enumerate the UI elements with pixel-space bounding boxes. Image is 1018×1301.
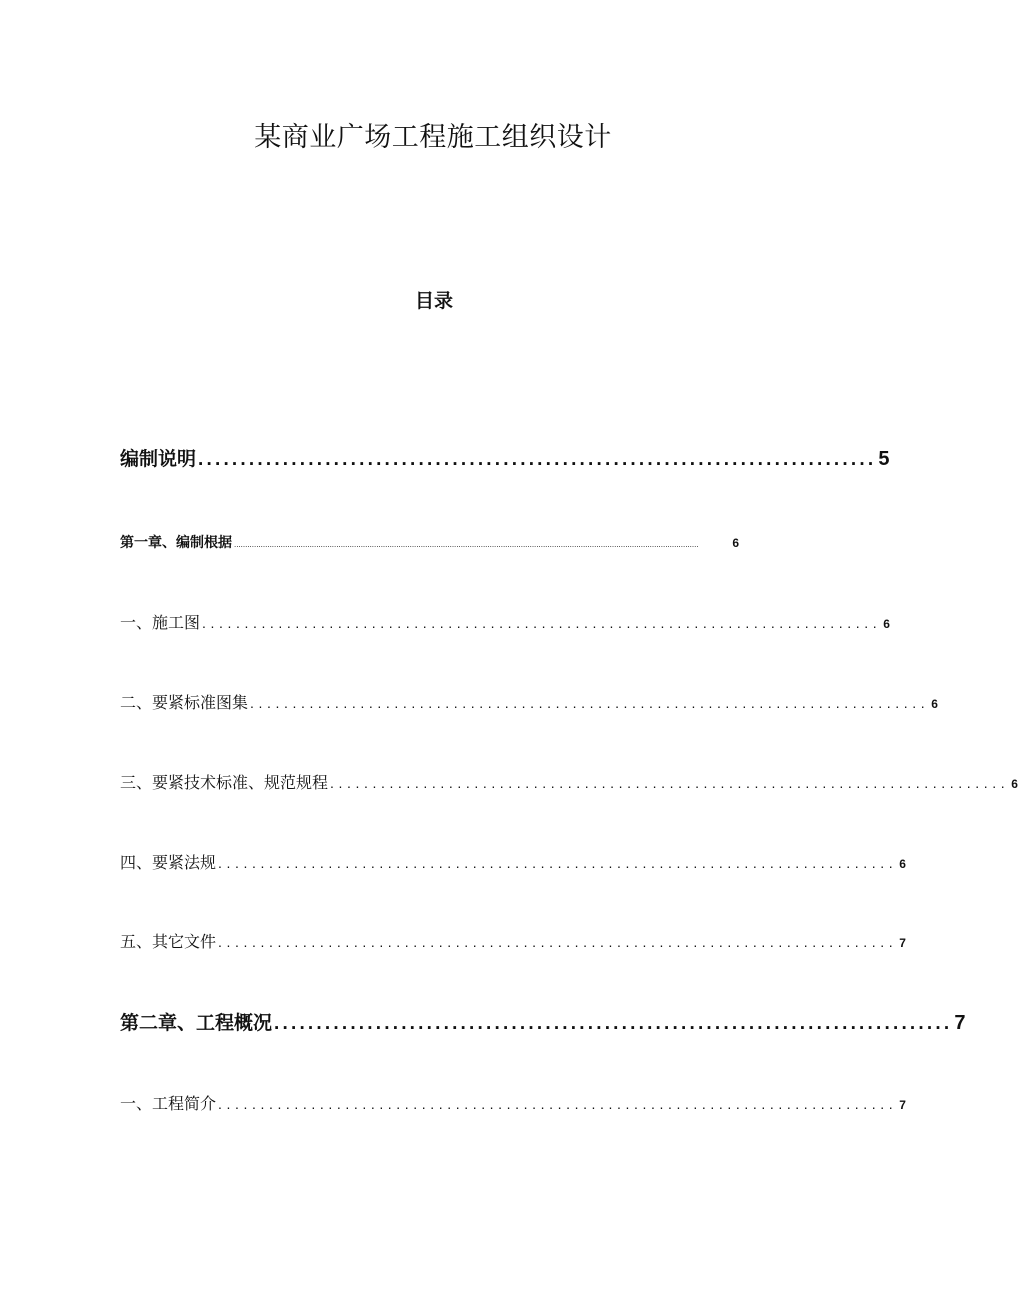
toc-entry-section[interactable] bbox=[120, 691, 938, 716]
toc-entry-label: 编制说明 bbox=[120, 448, 197, 470]
toc-entry-preface[interactable] bbox=[120, 445, 890, 474]
toc-dot-leader: ................................................................................ bbox=[218, 855, 898, 871]
toc-page-number: 6 bbox=[732, 536, 739, 550]
toc-dot-leader: ................................................................................ bbox=[218, 934, 898, 950]
toc-entry-label: 一、工程简介 bbox=[120, 1094, 217, 1113]
toc-page-number: 6 bbox=[1011, 777, 1018, 791]
toc-heading: 目录 bbox=[414, 290, 453, 312]
toc-entry-section[interactable] bbox=[120, 851, 906, 876]
toc-entry-chapter-1[interactable] bbox=[120, 532, 739, 556]
toc-dot-leader: ................................................................................ bbox=[250, 695, 930, 711]
toc-dot-leader: ................................................................................................................................................................................................................. bbox=[234, 540, 699, 549]
toc-entry-section[interactable] bbox=[120, 1092, 906, 1117]
document-title: 某商业广场工程施工组织设计 bbox=[254, 122, 612, 153]
toc-entry-section[interactable] bbox=[120, 611, 890, 636]
toc-dot-leader: ................................................................................ bbox=[202, 615, 882, 631]
toc-entry-section[interactable] bbox=[120, 771, 1018, 796]
toc-dot-leader: ................................................................................ bbox=[274, 1013, 953, 1034]
toc-entry-section[interactable] bbox=[120, 930, 906, 955]
toc-page-number: 6 bbox=[883, 617, 890, 631]
toc-entry-label: 四、要紧法规 bbox=[120, 853, 217, 872]
toc-page-number: 7 bbox=[899, 936, 906, 950]
toc-page-number: 6 bbox=[899, 857, 906, 871]
toc-page-number: 7 bbox=[954, 1012, 966, 1034]
toc-entry-label: 二、要紧标准图集 bbox=[120, 693, 249, 712]
toc-entry-label: 五、其它文件 bbox=[120, 932, 217, 951]
toc-entry-label: 三、要紧技术标准、规范规程 bbox=[120, 773, 329, 792]
toc-entry-label: 第二章、工程概况 bbox=[120, 1012, 273, 1034]
toc-entry-chapter-2[interactable] bbox=[120, 1009, 966, 1038]
toc-page-number: 5 bbox=[878, 448, 890, 470]
toc-entry-label: 一、施工图 bbox=[120, 613, 201, 632]
toc-dot-leader: ................................................................................ bbox=[330, 775, 1010, 791]
toc-entry-label: 第一章、编制根据 bbox=[120, 535, 232, 551]
toc-page-number: 6 bbox=[931, 697, 938, 711]
toc-page-number: 7 bbox=[899, 1098, 906, 1112]
toc-dot-leader: ................................................................................ bbox=[198, 449, 877, 470]
toc-dot-leader: ................................................................................ bbox=[218, 1096, 898, 1112]
